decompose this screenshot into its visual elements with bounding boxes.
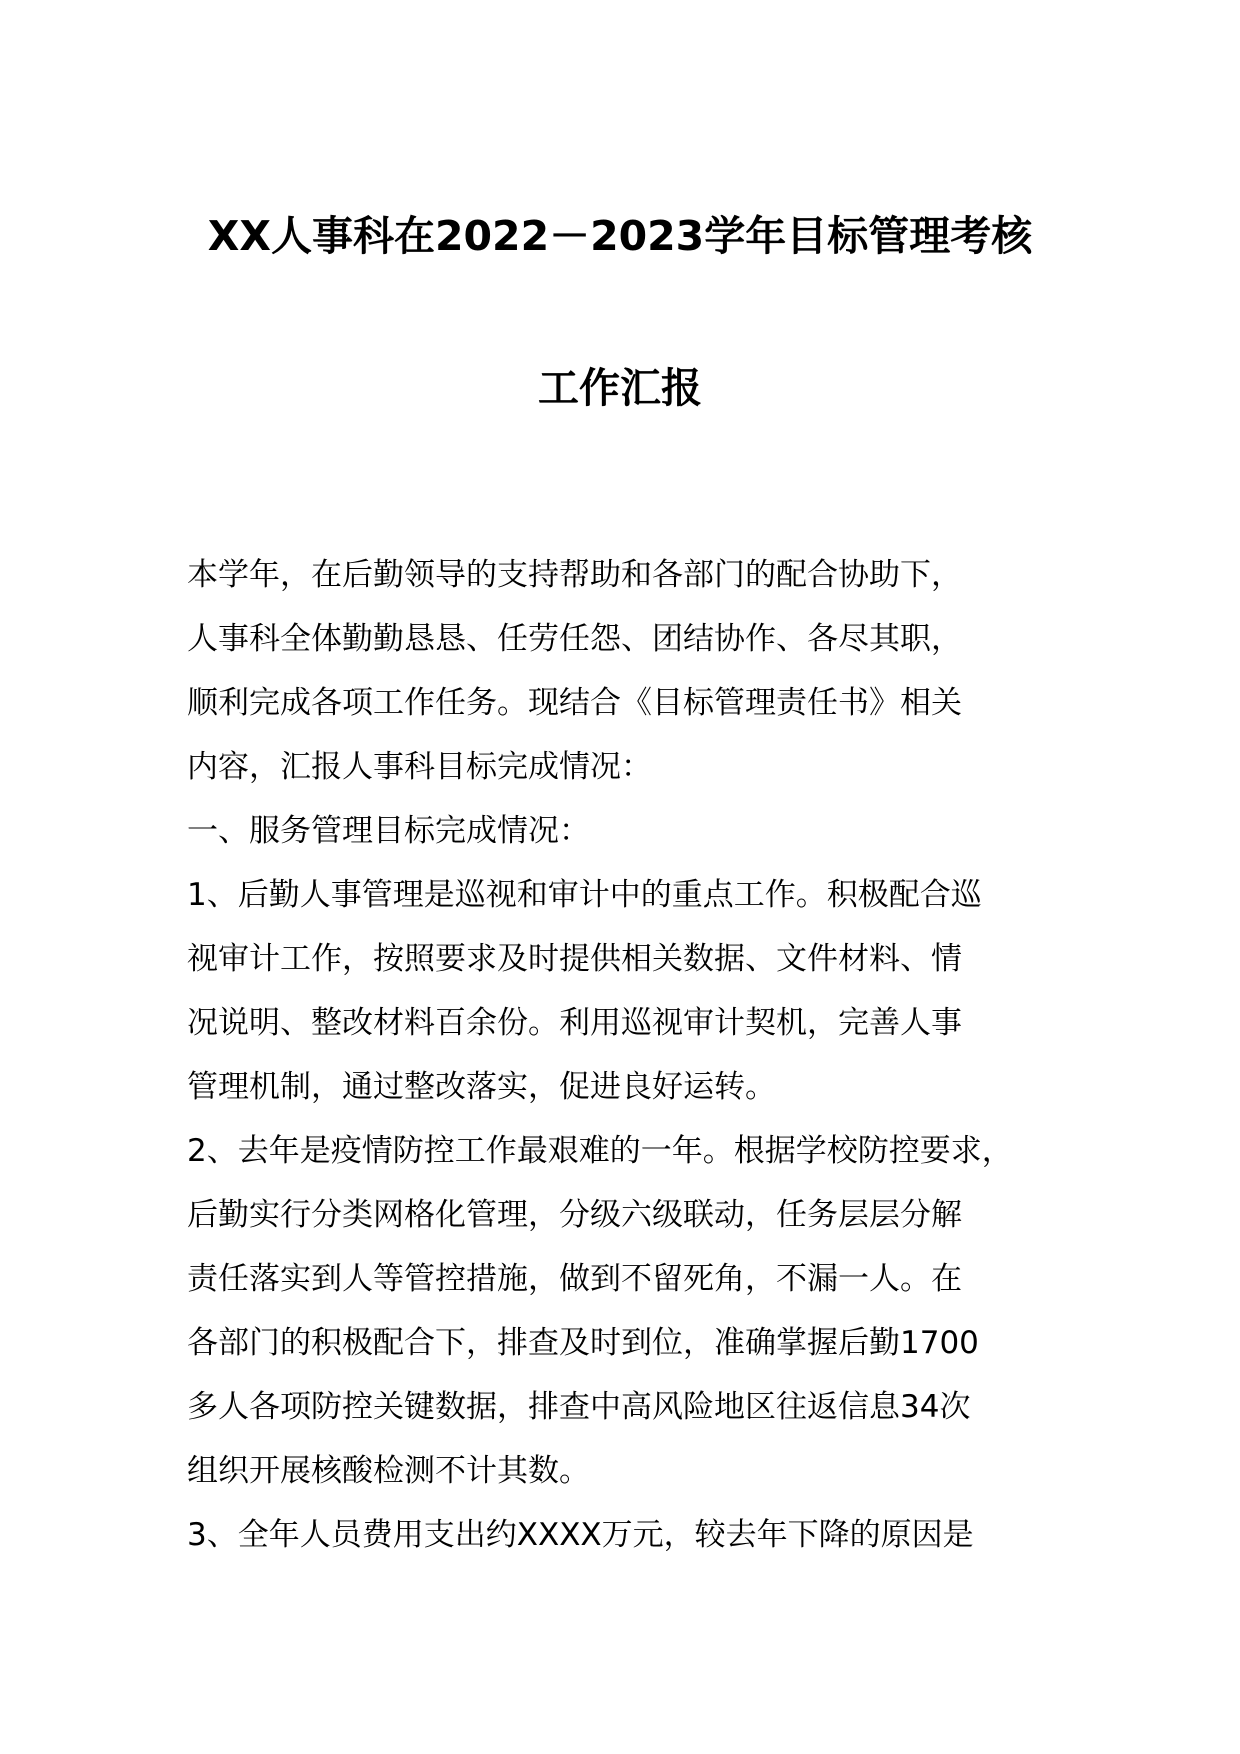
body-line: 内容，汇报人事科目标完成情况： [187,749,652,785]
section-heading: 一、服务管理目标完成情况： [187,813,590,849]
body-line: 顺利完成各项工作任务。现结合《目标管理责任书》相关 [187,685,962,721]
body-line: 各部门的积极配合下，排查及时到位，准确掌握后勤1700 [187,1325,979,1361]
body-line: 1、后勤人事管理是巡视和审计中的重点工作。积极配合巡 [187,877,982,913]
body-line: 况说明、整改材料百余份。利用巡视审计契机，完善人事 [187,1005,962,1041]
body-line: 组织开展核酸检测不计其数。 [187,1453,590,1489]
body-line: 视审计工作，按照要求及时提供相关数据、文件材料、情 [187,941,962,977]
body-line: 2、去年是疫情防控工作最艰难的一年。根据学校防控要求， [187,1133,1013,1169]
body-line: 人事科全体勤勤恳恳、任劳任怨、团结协作、各尽其职， [187,621,962,657]
body-line: 本学年，在后勤领导的支持帮助和各部门的配合协助下， [187,557,962,593]
body-line: 多人各项防控关键数据，排查中高风险地区往返信息34次 [187,1389,971,1425]
title-line-2: 工作汇报 [538,364,702,412]
body-line: 后勤实行分类网格化管理，分级六级联动，任务层层分解 [187,1197,962,1233]
body-line: 责任落实到人等管控措施，做到不留死角，不漏一人。在 [187,1261,962,1297]
body-line: 3、全年人员费用支出约XXXX万元，较去年下降的原因是 [187,1517,974,1553]
body-line: 管理机制，通过整改落实，促进良好运转。 [187,1069,776,1105]
title-line-1: XX人事科在2022－2023学年目标管理考核 [207,212,1033,260]
body-text [187,543,1087,1567]
